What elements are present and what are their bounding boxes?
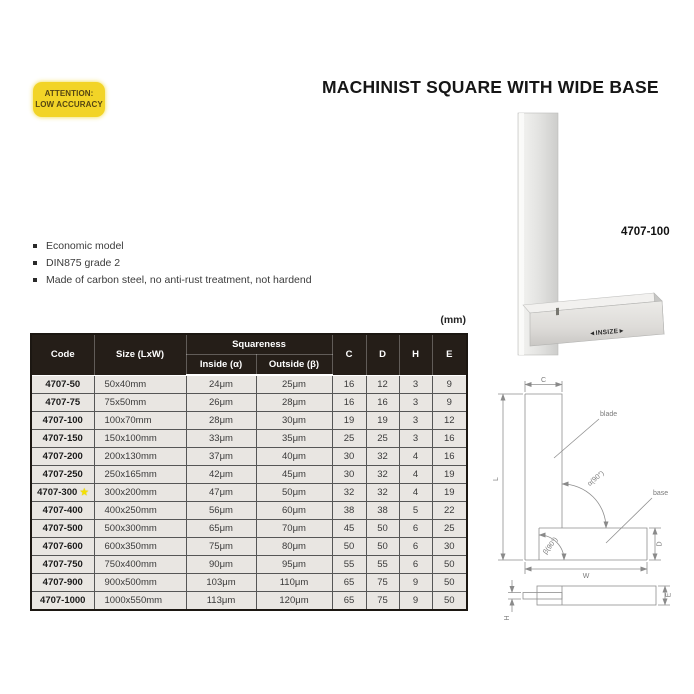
cell-size: 75x50mm [94,394,186,412]
dim-label-h: H [504,615,511,621]
cell-e: 50 [432,574,467,592]
cell-size: 150x100mm [94,430,186,448]
cell-outside: 40μm [256,448,332,466]
dim-label-e: E [665,592,673,598]
cell-d: 55 [366,556,399,574]
cell-h: 4 [399,484,432,502]
cell-c: 25 [332,430,366,448]
cell-inside: 47μm [186,484,256,502]
cell-d: 32 [366,448,399,466]
dimension-diagram [485,375,690,640]
cell-h: 6 [399,520,432,538]
cell-code: 4707-600 [31,538,94,556]
cell-outside: 28μm [256,394,332,412]
cell-inside: 113μm [186,592,256,611]
cell-e: 50 [432,592,467,611]
cell-inside: 56μm [186,502,256,520]
bullet-square-icon [33,261,37,265]
cell-outside: 120μm [256,592,332,611]
insize-logo: ◄INSIZE► [588,327,626,338]
cell-size: 250x165mm [94,466,186,484]
cell-c: 30 [332,466,366,484]
cell-outside: 110μm [256,574,332,592]
cell-outside: 25μm [256,375,332,394]
dim-label-l: L [493,477,500,481]
cell-d: 12 [366,375,399,394]
table-row [31,484,467,502]
cell-inside: 42μm [186,466,256,484]
cell-inside: 28μm [186,412,256,430]
table-row [31,375,467,394]
cell-outside: 80μm [256,538,332,556]
cell-c: 38 [332,502,366,520]
cell-outside: 95μm [256,556,332,574]
col-header-c: C [332,334,366,375]
bullet-square-icon [33,278,37,282]
cell-code: 4707-50 [31,375,94,394]
cell-size: 750x400mm [94,556,186,574]
cell-e: 50 [432,556,467,574]
cell-c: 50 [332,538,366,556]
cell-h: 4 [399,466,432,484]
diagram-base-outline [525,528,647,560]
cell-d: 75 [366,592,399,611]
cell-c: 65 [332,592,366,611]
cell-outside: 45μm [256,466,332,484]
cell-code: 4707-1000 [31,592,94,611]
cell-c: 19 [332,412,366,430]
cell-h: 3 [399,430,432,448]
col-header-size: Size (LxW) [94,334,186,375]
cell-code: 4707-900 [31,574,94,592]
cell-e: 19 [432,484,467,502]
dim-label-d: D [656,541,664,547]
cell-e: 16 [432,448,467,466]
cell-d: 25 [366,430,399,448]
cell-inside: 65μm [186,520,256,538]
cell-c: 32 [332,484,366,502]
feature-list [33,240,312,291]
cell-e: 9 [432,375,467,394]
cell-c: 16 [332,375,366,394]
cell-size: 400x250mm [94,502,186,520]
cell-outside: 35μm [256,430,332,448]
cell-inside: 90μm [186,556,256,574]
cell-size: 1000x550mm [94,592,186,611]
cell-d: 32 [366,484,399,502]
side-view-base [537,586,656,605]
cell-e: 30 [432,538,467,556]
table-row [31,538,467,556]
cell-size: 200x130mm [94,448,186,466]
cell-outside: 50μm [256,484,332,502]
col-header-code: Code [31,334,94,375]
dim-label-w: W [582,573,590,580]
cell-c: 55 [332,556,366,574]
feature-item: DIN875 grade 2 [33,257,312,269]
spec-table-body [31,375,467,610]
cell-h: 9 [399,574,432,592]
spec-table [30,333,468,611]
cell-h: 4 [399,448,432,466]
cell-c: 30 [332,448,366,466]
cell-d: 16 [366,394,399,412]
cell-h: 3 [399,375,432,394]
table-row [31,502,467,520]
table-row [31,592,467,611]
table-row [31,448,467,466]
cell-code: 4707-100 [31,412,94,430]
cell-h: 3 [399,394,432,412]
base-leader-line [606,498,652,543]
cell-e: 16 [432,430,467,448]
bullet-square-icon [33,244,37,248]
side-view-blade-tab [523,593,562,600]
table-row [31,466,467,484]
table-row [31,574,467,592]
cell-inside: 24μm [186,375,256,394]
cell-outside: 70μm [256,520,332,538]
col-header-inside: Inside (α) [186,355,256,376]
cell-c: 16 [332,394,366,412]
cell-code: 4707-200 [31,448,94,466]
cell-e: 25 [432,520,467,538]
cell-inside: 33μm [186,430,256,448]
cell-c: 65 [332,574,366,592]
cell-d: 38 [366,502,399,520]
cell-h: 9 [399,592,432,611]
cell-d: 19 [366,412,399,430]
dim-label-c: C [540,377,547,384]
cell-h: 5 [399,502,432,520]
blade-leader-line [554,419,599,458]
attention-badge-line1: ATTENTION: [44,88,94,98]
table-row [31,556,467,574]
cell-size: 100x70mm [94,412,186,430]
cell-outside: 30μm [256,412,332,430]
model-number-label: 4707-100 [621,226,670,238]
cell-d: 50 [366,520,399,538]
cell-size: 50x40mm [94,375,186,394]
star-icon: ★ [80,487,89,497]
cell-h: 3 [399,412,432,430]
cell-size: 600x350mm [94,538,186,556]
cell-e: 22 [432,502,467,520]
base-callout-label: base [653,490,669,497]
table-row [31,412,467,430]
cell-d: 75 [366,574,399,592]
page-title: MACHINIST SQUARE WITH WIDE BASE [322,77,659,97]
attention-badge [33,82,105,117]
cell-h: 6 [399,556,432,574]
table-row [31,394,467,412]
cell-code: 4707-250 [31,466,94,484]
col-header-h: H [399,334,432,375]
cell-code: 4707-300 ★ [31,484,94,502]
cell-h: 6 [399,538,432,556]
beta-angle-label: β(90°) [542,536,560,556]
cell-code: 4707-150 [31,430,94,448]
col-header-squareness: Squareness [186,334,332,355]
cell-code: 4707-75 [31,394,94,412]
cell-e: 12 [432,412,467,430]
cell-inside: 37μm [186,448,256,466]
table-row [31,520,467,538]
cell-size: 500x300mm [94,520,186,538]
table-row [31,430,467,448]
units-note: (mm) [440,314,466,326]
feature-item: Economic model [33,240,312,252]
cell-e: 19 [432,466,467,484]
cell-inside: 103μm [186,574,256,592]
cell-e: 9 [432,394,467,412]
cell-c: 45 [332,520,366,538]
attention-badge-line2: LOW ACCURACY [35,99,103,109]
alpha-angle-label: α(90°) [586,469,606,488]
cell-d: 32 [366,466,399,484]
cell-inside: 26μm [186,394,256,412]
cell-inside: 75μm [186,538,256,556]
cell-code: 4707-500 [31,520,94,538]
blade-callout-label: blade [600,411,618,418]
cell-outside: 60μm [256,502,332,520]
spec-table-header [31,334,467,375]
cell-size: 300x200mm [94,484,186,502]
alpha-angle-arc [562,484,606,528]
feature-item: Made of carbon steel, no anti-rust treatment, not hardend [33,274,312,286]
cell-size: 900x500mm [94,574,186,592]
col-header-d: D [366,334,399,375]
col-header-e: E [432,334,467,375]
cell-d: 50 [366,538,399,556]
col-header-outside: Outside (β) [256,355,332,376]
cell-code: 4707-750 [31,556,94,574]
cell-code: 4707-400 [31,502,94,520]
